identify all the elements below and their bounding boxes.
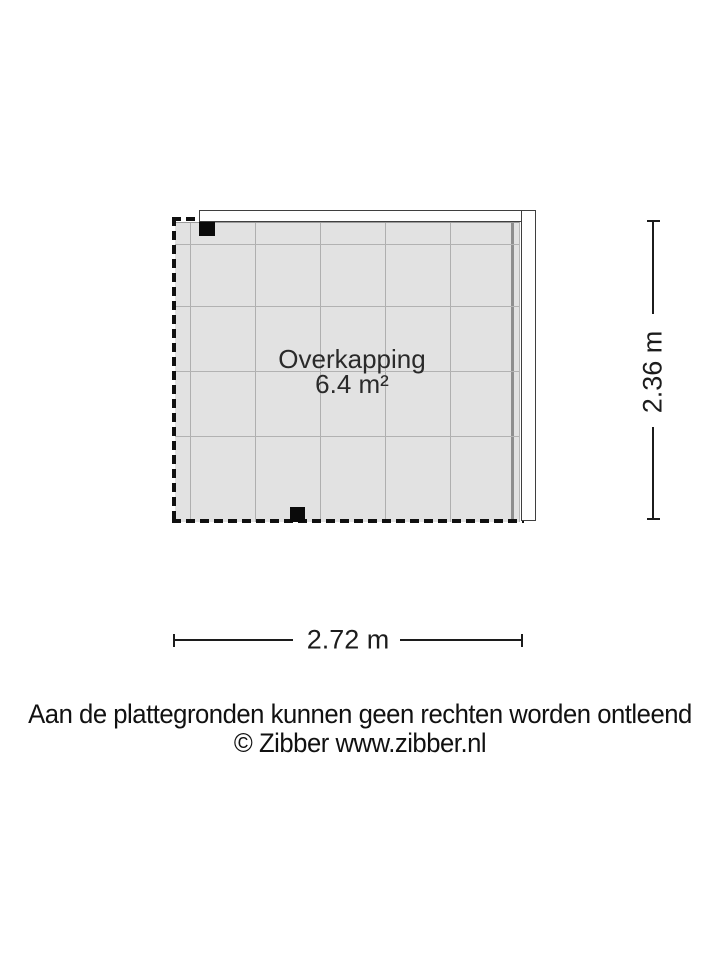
- wall-top: [199, 210, 536, 222]
- room-label: [278, 344, 426, 399]
- dimension-tick-bottom: [647, 518, 660, 520]
- boundary-dashed-left: [172, 217, 176, 525]
- dimension-width-label: 2.72 m: [306, 624, 390, 655]
- dimension-line-left: [174, 639, 293, 641]
- grid-line: [175, 436, 519, 437]
- column-post-topleft: [199, 222, 215, 236]
- dimension-line-upper: [652, 221, 654, 314]
- room-name: Overkapping: [278, 344, 426, 374]
- boundary-dashed-top-corner: [172, 217, 202, 221]
- grid-line: [255, 223, 256, 522]
- dimension-line-lower: [652, 427, 654, 519]
- grid-line: [511, 223, 514, 522]
- wall-right: [521, 210, 536, 521]
- boundary-dashed-bottom: [172, 519, 524, 523]
- credit-text: © Zibber www.zibber.nl: [233, 727, 487, 758]
- dimension-line-right: [400, 639, 522, 641]
- grid-line: [175, 306, 519, 307]
- room-area: 6.4 m²: [315, 369, 389, 399]
- footer: [18, 700, 702, 757]
- dimension-tick-right: [521, 634, 523, 647]
- grid-line: [175, 244, 519, 245]
- disclaimer-text: Aan de plattegronden kunnen geen rechten worden ontleend: [28, 699, 692, 729]
- column-post-bottom: [290, 507, 305, 522]
- dimension-height-label: 2.36 m: [637, 330, 668, 414]
- grid-line: [190, 223, 191, 522]
- grid-line: [450, 223, 451, 522]
